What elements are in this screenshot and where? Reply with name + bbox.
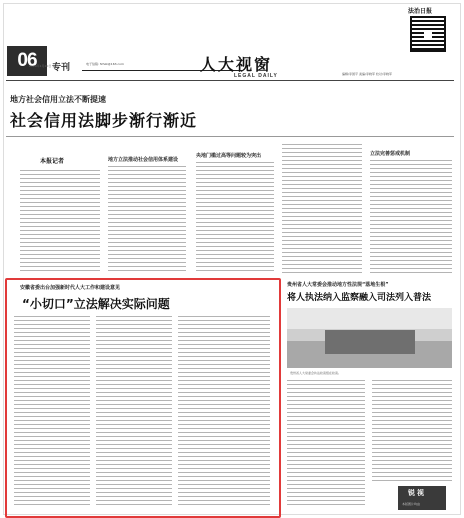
stamp-text: 锐视: [408, 489, 426, 497]
lead-subhead-1: 地方立法推动社会信用体系建设: [108, 157, 179, 163]
lead-headline: 社会信用法脚步渐行渐近: [10, 111, 198, 130]
header-divider: [6, 80, 454, 81]
brand-title: 人大视窗: [200, 55, 273, 74]
photo-caption: 贵州省人大常委会执法检查组在检查。: [290, 371, 342, 375]
highlighted-column-2: [96, 316, 172, 508]
qr-code-center: [424, 30, 432, 38]
newspaper-logo: 法治日报: [408, 8, 433, 15]
news-photo-building: [325, 330, 415, 354]
editor-email: 电子信箱: fzhzk@163.com: [86, 62, 124, 66]
lead-subhead-2: 央地门槛过高等问题较为突出: [196, 153, 262, 159]
right-kicker: 贵州省人大常委会推动地方性法规“落地生根”: [287, 282, 389, 288]
staff-credits: 编辑/李国平 美编/李晓军 校对/李晓军: [342, 72, 392, 76]
brand-english: LEGAL DAILY: [234, 73, 278, 79]
lead-subhead-3: 立法完善惩戒机制: [370, 151, 411, 157]
lead-column-2: [108, 166, 186, 274]
right-column-1: [287, 380, 365, 508]
page-number: 06: [7, 46, 47, 76]
highlighted-column-3: [178, 316, 270, 508]
highlighted-column-1: [14, 316, 90, 508]
lead-column-3: [196, 162, 274, 274]
right-headline: 将人执法纳入监察融入司法列入普法: [287, 293, 432, 303]
headline-divider: [6, 136, 454, 137]
highlighted-headline: “小切口”立法解决实际问题: [22, 297, 170, 311]
date-text: 2020年1月20日 星期一: [29, 64, 62, 68]
right-column-2: [372, 380, 452, 482]
lead-column-5: [370, 160, 452, 274]
stamp-subtext: 本版图片均由: [402, 502, 421, 506]
section-label: 专刊: [52, 63, 71, 73]
lead-kicker: 地方社会信用立法不断提速: [10, 95, 106, 104]
highlighted-kicker: 安徽省委出台加强新时代人大工作和建设意见: [20, 285, 121, 291]
lead-column-4: [282, 144, 362, 274]
author-logo: 本报记者: [40, 158, 65, 165]
lead-column-1: [20, 170, 100, 274]
